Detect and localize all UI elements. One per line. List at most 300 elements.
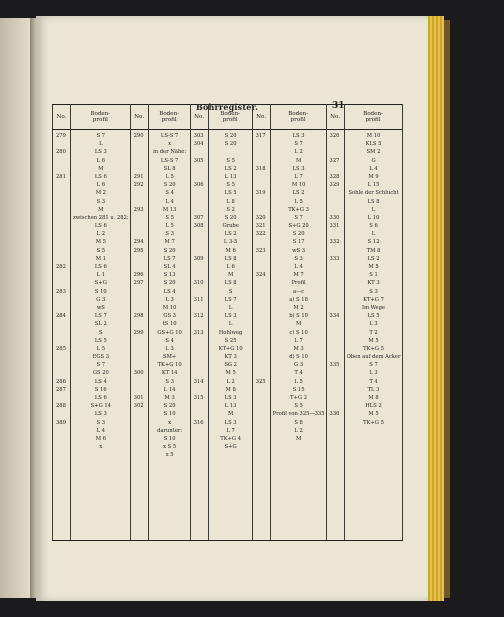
profile-entry: GS+G 10: [157, 329, 182, 336]
register-number: 280: [56, 149, 66, 156]
register-number: [133, 140, 147, 148]
register-number: [193, 238, 207, 246]
profile-entry: LS 3: [224, 395, 237, 401]
register-number: [55, 329, 69, 337]
register-number: [55, 296, 69, 304]
register-number: [193, 410, 207, 418]
register-number: [255, 410, 269, 418]
register-number: 327: [329, 157, 340, 164]
register-number: [133, 337, 147, 345]
profile-entry: LS 2: [367, 255, 380, 262]
profile-entry: M 2: [293, 304, 304, 311]
profile-entry: L 3-5: [223, 239, 238, 246]
profile-entry: M 3: [293, 345, 304, 352]
profile-entry: LS 2: [292, 190, 305, 197]
profile-entry: S 20: [163, 247, 176, 254]
profile-entry: S 7: [294, 214, 303, 221]
register-number: [329, 206, 343, 214]
header-profile: Boden- profil: [208, 105, 252, 130]
table-body-row: [53, 130, 403, 541]
profile-entry: LS 3: [292, 133, 305, 139]
register-number: 324: [255, 272, 266, 279]
profile-entry: T 4: [369, 378, 378, 385]
profile-entry: Im Wege: [362, 304, 386, 311]
register-number: 297: [133, 280, 144, 287]
profile-entry: L 8: [226, 198, 235, 205]
profile-entry: LS 3: [94, 149, 107, 156]
profile-entry: T 4: [294, 370, 303, 377]
register-number: [193, 148, 207, 156]
profile-entry: L 4: [165, 198, 174, 205]
profile-entry: L 5: [294, 378, 303, 385]
register-number: 285: [56, 345, 66, 352]
register-number: [133, 435, 147, 443]
profile-entry: LS 5: [224, 190, 237, 197]
register-number: 326: [329, 133, 340, 139]
register-number: 287: [56, 386, 66, 393]
register-number: [133, 263, 147, 271]
profile-entry: M 3: [164, 395, 175, 401]
profile-entry: S 13: [163, 272, 176, 279]
register-number: [329, 394, 343, 402]
register-number: 294: [133, 239, 144, 246]
register-number: [255, 386, 269, 394]
profile-entry: KT 3: [367, 280, 380, 287]
header-profile: Boden- profil: [344, 105, 402, 130]
profile-entry: S 10: [163, 435, 176, 442]
profile-entry: LS 6: [94, 223, 107, 230]
profile-entry: a—c: [293, 288, 305, 295]
register-number: 389: [56, 419, 66, 426]
register-number: [329, 288, 343, 296]
profile-entry: Sohle der Schlucht: [348, 190, 399, 197]
profile-entry: L 5: [165, 173, 174, 180]
header-no: No.: [53, 105, 71, 130]
header-no: No.: [190, 105, 208, 130]
register-number: [193, 271, 207, 279]
profile-entry: M 2: [95, 190, 106, 197]
register-number: 281: [56, 173, 66, 180]
profile-entry: GS 20: [92, 370, 109, 377]
register-number: [55, 140, 69, 148]
profile-entry: M 6: [225, 247, 236, 254]
profile-entry: SM+: [163, 354, 177, 361]
register-number: [193, 320, 207, 328]
register-number: 334: [329, 313, 340, 320]
register-number: 308: [193, 223, 204, 230]
profile-entry: wS: [96, 304, 105, 311]
profile-entry: M 5: [95, 239, 106, 246]
register-number: [133, 345, 147, 353]
header-profile: Boden- profil: [148, 105, 190, 130]
register-number: [255, 157, 269, 165]
register-number: [193, 353, 207, 361]
register-number: [255, 181, 269, 189]
profile-entry: S 10: [163, 411, 176, 418]
register-number: 332: [329, 239, 340, 246]
register-number: [329, 296, 343, 304]
profile-entry: S 20: [163, 403, 176, 410]
profile-entry: L 3: [165, 296, 174, 303]
register-number: 284: [56, 313, 66, 320]
register-number: 323: [255, 247, 266, 254]
register-number: [329, 148, 343, 156]
table-header-row: [53, 105, 403, 130]
running-title: Bohrregister.: [196, 102, 259, 112]
register-number: 288: [56, 403, 66, 410]
profile-entry: S: [228, 288, 233, 295]
register-number: 302: [133, 403, 144, 410]
profile-entry: M 1: [95, 255, 106, 262]
profile-entry: GS 3: [163, 313, 176, 320]
register-number: 313: [193, 329, 204, 336]
register-number: [193, 230, 207, 238]
profile-column: [71, 130, 131, 541]
register-number: [193, 435, 207, 443]
profile-entry: S+G 14: [90, 403, 111, 410]
profile-entry: EGS 3: [92, 354, 110, 361]
profile-entry: L 3: [165, 345, 174, 352]
register-number: [329, 345, 343, 353]
register-number: [133, 296, 147, 304]
register-number: [55, 353, 69, 361]
register-number: [193, 165, 207, 173]
profile-entry: M 7: [293, 272, 304, 279]
register-number: 319: [255, 190, 266, 197]
register-number: [55, 247, 69, 255]
profile-entry: L 2: [226, 378, 235, 385]
profile-entry: KT 14: [161, 370, 178, 377]
profile-entry: L 3: [369, 321, 378, 328]
register-number: [133, 353, 147, 361]
register-number: 298: [133, 313, 144, 320]
profile-entry: x: [168, 419, 172, 426]
profile-entry: LS 6: [94, 264, 107, 270]
book-cover-edge: [444, 20, 450, 598]
drill-register-table: [52, 104, 403, 541]
register-number: [255, 312, 269, 320]
profile-column: [148, 130, 190, 541]
register-number: [193, 198, 207, 206]
profile-entry: L 7: [226, 427, 235, 434]
profile-entry: L 7: [294, 337, 303, 344]
profile-entry: L 4: [294, 264, 303, 270]
profile-entry: b) S 19: [289, 313, 308, 320]
profile-entry: L 6: [96, 182, 106, 189]
register-number: 307: [193, 214, 204, 221]
register-number: [255, 206, 269, 214]
profile-entry: M 6: [95, 435, 106, 442]
profile-entry: L 13: [224, 173, 237, 180]
profile-entry: darunter:: [157, 427, 183, 434]
register-number: [255, 198, 269, 206]
register-number: 321: [255, 223, 266, 230]
profile-entry: tS 10: [162, 321, 177, 328]
register-number: 312: [193, 313, 204, 320]
profile-entry: S 20: [163, 280, 176, 287]
register-number: [329, 419, 343, 427]
profile-entry: SL 4: [163, 264, 176, 270]
register-number: [55, 157, 69, 165]
profile-entry: M 7: [164, 239, 175, 246]
profile-entry: KT 3: [224, 354, 237, 361]
register-number: 310: [193, 280, 204, 287]
profile-entry: HLS 2: [365, 403, 382, 410]
profile-entry: x S 5: [163, 444, 177, 451]
register-number: 300: [133, 370, 144, 377]
profile-entry: L 10: [367, 214, 380, 221]
register-number: [133, 419, 147, 427]
profile-entry: TL 3: [367, 386, 380, 393]
register-number: [193, 263, 207, 271]
profile-entry: S+G: [224, 444, 237, 451]
profile-entry: LS 6: [94, 173, 107, 180]
profile-entry: TK+G 5: [363, 419, 384, 426]
register-number: [329, 353, 343, 361]
profile-entry: M 10: [366, 133, 381, 139]
profile-entry: a) S 18: [289, 296, 308, 303]
register-number: 279: [56, 133, 66, 139]
register-number: [55, 222, 69, 230]
profile-entry: L 2: [294, 149, 303, 156]
header-profile: Boden- profil: [71, 105, 131, 130]
profile-entry: Oben auf dem Acker: [346, 354, 401, 361]
register-number: 299: [133, 329, 144, 336]
register-number: [193, 361, 207, 369]
profile-entry: M: [98, 165, 104, 172]
number-column: [252, 130, 270, 541]
profile-entry: SL 8: [163, 165, 176, 172]
profile-entry: S 3: [294, 255, 303, 262]
register-number: 306: [193, 182, 204, 189]
register-number: 328: [329, 173, 340, 180]
profile-entry: LS 7: [224, 296, 237, 303]
register-number: 315: [193, 395, 204, 401]
register-number: [133, 361, 147, 369]
profile-entry: S 7: [294, 141, 303, 148]
profile-entry: LS 8: [224, 280, 237, 287]
profile-entry: SL 2: [94, 321, 107, 328]
profile-entry: S 17: [292, 239, 305, 246]
profile-entry: S 3: [165, 378, 174, 385]
profile-entry: L: [371, 206, 376, 213]
profile-entry: S 3: [165, 231, 174, 238]
register-number: 290: [133, 133, 144, 139]
profile-entry: L 2: [294, 427, 303, 434]
register-number: [255, 238, 269, 246]
register-number: [255, 288, 269, 296]
register-number: 316: [193, 419, 204, 426]
register-number: [55, 337, 69, 345]
profile-entry: S 4: [165, 337, 174, 344]
register-number: [255, 337, 269, 345]
profile-entry: L 4: [96, 427, 106, 434]
page-edge-gilt: [428, 16, 444, 601]
number-column: [326, 130, 344, 541]
profile-entry: LS 4: [163, 288, 176, 295]
register-number: [133, 320, 147, 328]
register-number: [133, 378, 147, 386]
register-number: [329, 386, 343, 394]
register-number: 314: [193, 378, 204, 385]
register-number: [133, 165, 147, 173]
profile-entry: S 2: [226, 206, 235, 213]
register-number: [133, 198, 147, 206]
profile-entry: S 5: [96, 247, 106, 254]
profile-entry: S+G 20: [288, 223, 309, 230]
register-number: 330: [329, 214, 340, 221]
profile-entry: S 5: [226, 157, 235, 164]
profile-entry: L 15: [367, 182, 380, 189]
profile-entry: G 3: [294, 362, 304, 369]
register-number: [329, 304, 343, 312]
profile-entry: SM 2: [366, 149, 381, 156]
profile-entry: LS 7: [94, 313, 107, 320]
profile-entry: L 7: [294, 173, 303, 180]
profile-entry: M 9: [368, 173, 379, 180]
profile-entry: M 5: [368, 411, 379, 418]
register-number: [255, 369, 269, 377]
profile-entry: M 8: [225, 386, 236, 393]
header-no: No.: [326, 105, 344, 130]
register-number: 282: [56, 264, 66, 270]
profile-entry: S 3: [96, 198, 106, 205]
profile-entry: S+G: [94, 280, 107, 287]
profile-entry: Profil: [291, 280, 306, 287]
profile-entry: TM 8: [366, 247, 381, 254]
profile-entry: LS 5: [367, 313, 380, 320]
register-number: [55, 255, 69, 263]
register-number: [329, 263, 343, 271]
register-number: [193, 173, 207, 181]
register-number: 295: [133, 247, 144, 254]
register-number: 318: [255, 165, 266, 172]
profile-entry: L: [228, 321, 233, 328]
register-number: [329, 369, 343, 377]
register-number: [193, 345, 207, 353]
profile-entry: in der Nähe:: [153, 149, 187, 156]
profile-entry: S 16: [94, 386, 107, 393]
register-number: [255, 263, 269, 271]
register-number: 286: [56, 378, 66, 385]
register-number: [329, 198, 343, 206]
profile-entry: S 1: [369, 272, 378, 279]
register-number: 336: [329, 411, 340, 418]
register-number: [133, 288, 147, 296]
register-number: [133, 157, 147, 165]
register-number: 305: [193, 157, 204, 164]
register-number: [329, 189, 343, 197]
number-column: [53, 130, 71, 541]
register-number: [255, 304, 269, 312]
register-number: [255, 394, 269, 402]
register-number: 304: [193, 141, 204, 148]
profile-entry: M: [227, 411, 234, 418]
profile-entry: L 14: [163, 386, 176, 393]
register-number: [329, 435, 343, 443]
profile-entry: LS 2: [224, 165, 237, 172]
profile-entry: S 20: [292, 231, 305, 238]
register-number: [55, 198, 69, 206]
profile-entry: M 5: [225, 370, 236, 377]
profile-entry: S 7: [369, 362, 378, 369]
register-number: [55, 361, 69, 369]
register-number: [255, 255, 269, 263]
profile-entry: S 4: [165, 190, 174, 197]
register-number: [55, 206, 69, 214]
register-number: [329, 230, 343, 238]
register-number: [55, 443, 69, 451]
register-number: [55, 271, 69, 279]
register-number: [329, 271, 343, 279]
register-number: 301: [133, 395, 144, 401]
register-number: [255, 402, 269, 410]
profile-entry: T+G 2: [290, 395, 308, 401]
profile-entry: L 5: [96, 345, 106, 352]
profile-entry: L 1: [96, 272, 106, 279]
profile-column: [208, 130, 252, 541]
profile-entry: S 8: [294, 419, 303, 426]
register-number: [193, 189, 207, 197]
profile-entry: TK+G 5: [363, 345, 384, 352]
register-number: [133, 214, 147, 222]
profile-entry: S 3: [369, 288, 378, 295]
register-number: [255, 345, 269, 353]
profile-entry: S 5: [226, 182, 235, 189]
register-number: [55, 238, 69, 246]
register-number: 291: [133, 173, 144, 180]
profile-entry: S: [99, 329, 103, 336]
profile-entry: L 5: [294, 198, 303, 205]
profile-entry: M: [98, 206, 104, 213]
register-number: [133, 410, 147, 418]
register-number: 329: [329, 182, 340, 189]
profile-entry: L 2: [96, 231, 106, 238]
header-no: No.: [130, 105, 148, 130]
register-number: [133, 148, 147, 156]
profile-entry: G 3: [96, 296, 106, 303]
profile-entry: c) S 10: [289, 329, 308, 336]
register-number: [55, 165, 69, 173]
register-number: [133, 427, 147, 435]
profile-entry: L 13: [224, 403, 237, 410]
profile-entry: M 10: [162, 304, 177, 311]
register-number: [133, 230, 147, 238]
register-number: [255, 329, 269, 337]
register-number: 293: [133, 206, 144, 213]
register-number: [193, 288, 207, 296]
profile-entry: S 20: [163, 182, 176, 189]
register-number: [255, 320, 269, 328]
register-number: [255, 173, 269, 181]
left-page-sliver: [0, 18, 34, 598]
profile-entry: LS 3: [94, 411, 107, 418]
header-profile: Boden- profil: [270, 105, 326, 130]
register-number: [193, 386, 207, 394]
register-number: [329, 378, 343, 386]
profile-entry: M 5: [368, 264, 379, 270]
profile-column: [344, 130, 402, 541]
profile-entry: LS 3: [292, 165, 305, 172]
profile-entry: S 5: [294, 403, 303, 410]
register-number: 292: [133, 182, 144, 189]
profile-entry: Hohlweg: [218, 329, 243, 336]
profile-entry: S 20: [224, 141, 237, 148]
profile-entry: TK+G 4: [220, 435, 242, 442]
register-number: [55, 427, 69, 435]
register-number: [55, 304, 69, 312]
profile-entry: SG 2: [224, 362, 237, 369]
